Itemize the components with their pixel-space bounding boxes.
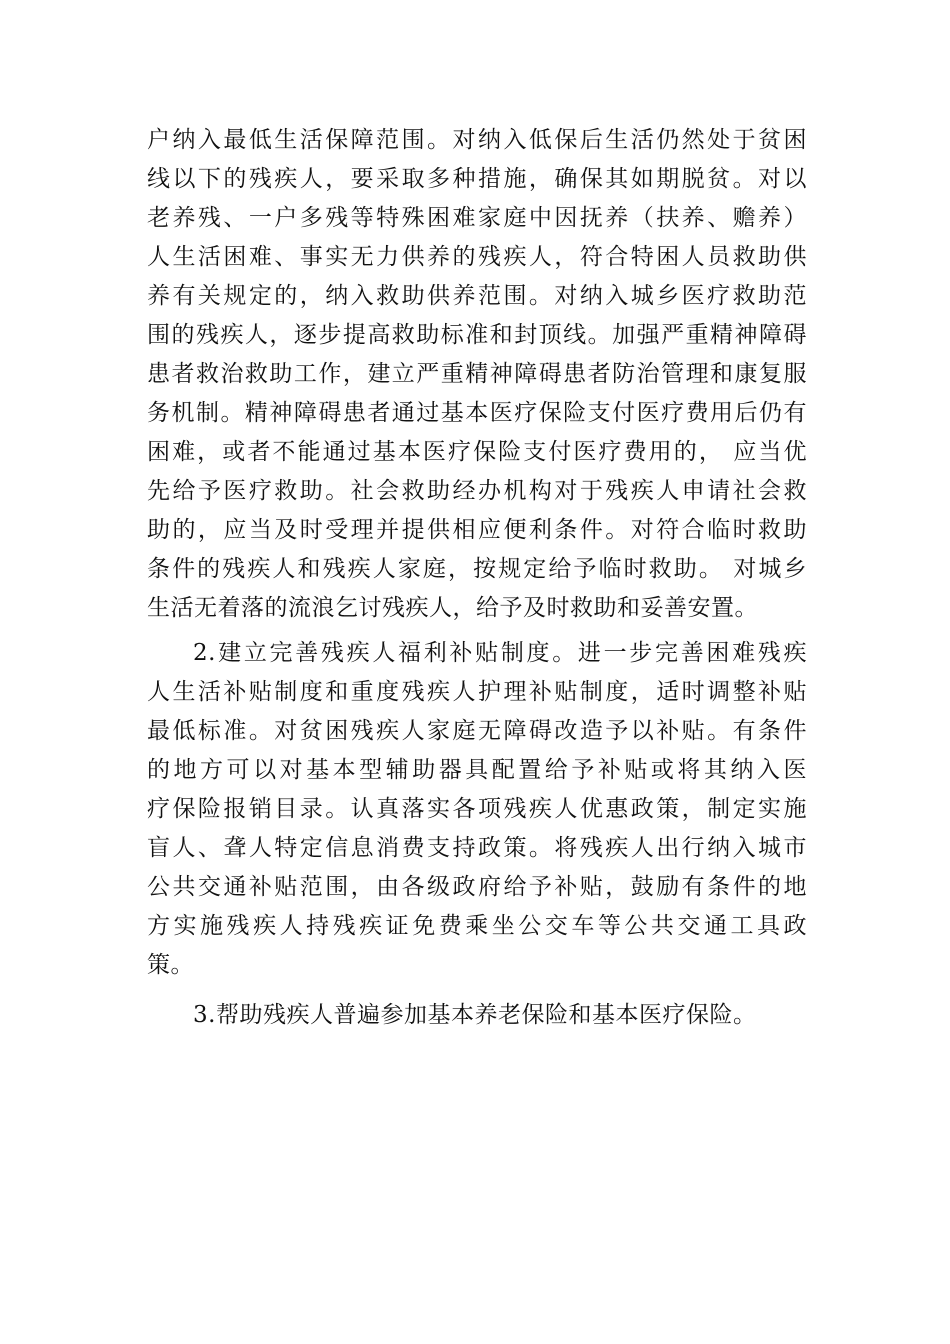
paragraph-2-heading-line: 2.建立完善残疾人福利补贴制度。进一步完善困难残疾 [193,640,807,666]
text-line: 户纳入最低生活保障范围。对纳入低保后生活仍然处于贫困 [147,127,807,153]
text-line: 困难，或者不能通过基本医疗保险支付医疗费用的， 应当优 [147,439,807,465]
text-line: 线以下的残疾人，要采取多种措施，确保其如期脱贫。对以 [147,166,807,192]
text-line: 疗保险报销目录。认真落实各项残疾人优惠政策，制定实施 [147,796,807,822]
text-line: 患者救治救助工作，建立严重精神障碍患者防治管理和康复服 [147,361,807,387]
text-line: 人生活困难、事实无力供养的残疾人，符合特困人员救助供 [147,244,807,270]
text-line: 公共交通补贴范围，由各级政府给予补贴，鼓励有条件的地 [147,874,807,900]
text-line: 围的残疾人，逐步提高救助标准和封顶线。加强严重精神障碍 [147,322,807,348]
text-line: 先给予医疗救助。社会救助经办机构对于残疾人申请社会救 [147,478,807,504]
text-line: 盲人、聋人特定信息消费支持政策。将残疾人出行纳入城市 [147,835,807,861]
text-line: 生活无着落的流浪乞讨残疾人，给予及时救助和妥善安置。 [147,595,758,621]
paragraph-3-heading-line: 3.帮助残疾人普遍参加基本养老保险和基本医疗保险。 [193,1002,757,1028]
text-line: 策。 [147,952,194,978]
text-line: 助的，应当及时受理并提供相应便利条件。对符合临时救助 [147,517,807,543]
text-line: 人生活补贴制度和重度残疾人护理补贴制度，适时调整补贴 [147,679,807,705]
text-line: 的地方可以对基本型辅助器具配置给予补贴或将其纳入医 [147,757,807,783]
text-line: 老养残、一户多残等特殊困难家庭中因抚养（扶养、赡养） [147,205,807,231]
text-line: 最低标准。对贫困残疾人家庭无障碍改造予以补贴。有条件 [147,718,807,744]
text-line: 方实施残疾人持残疾证免费乘坐公交车等公共交通工具政 [147,913,807,939]
text-line: 务机制。精神障碍患者通过基本医疗保险支付医疗费用后仍有 [147,400,807,426]
text-line: 条件的残疾人和残疾人家庭，按规定给予临时救助。 对城乡 [147,556,807,582]
text-line: 养有关规定的，纳入救助供养范围。对纳入城乡医疗救助范 [147,283,807,309]
